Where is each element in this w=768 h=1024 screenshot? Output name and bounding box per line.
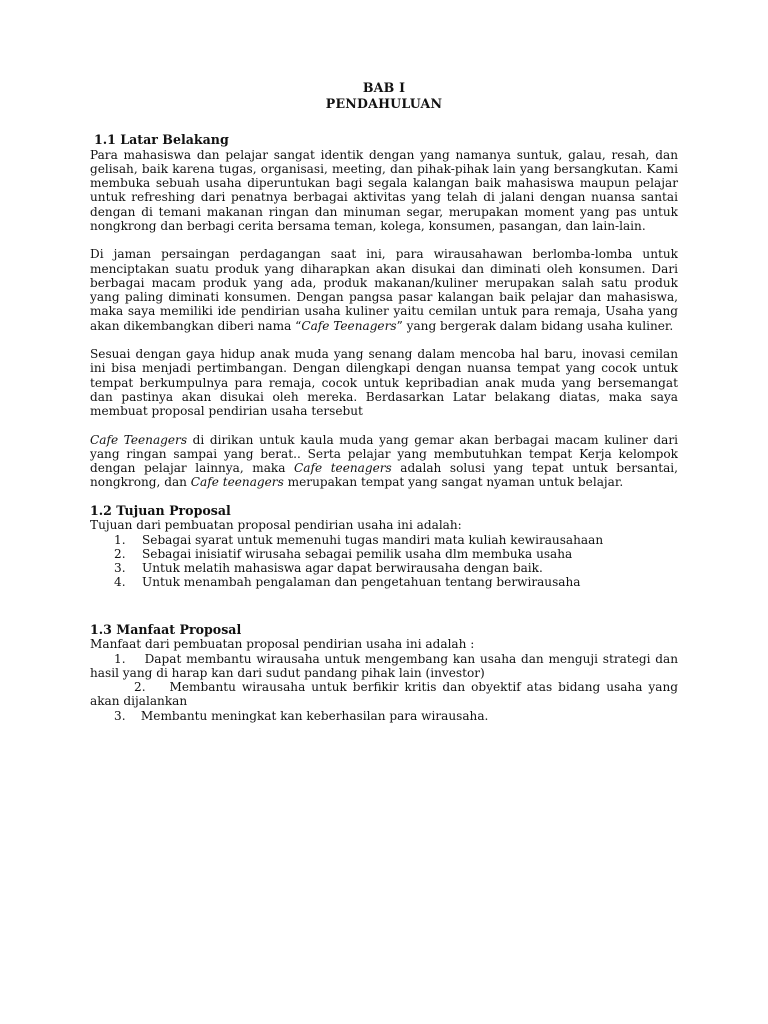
paragraph-2-cafe-name: Cafe Teenagers — [301, 318, 397, 333]
manfaat-item-1: 1. Dapat membantu wirausaha untuk mengembang kan usaha dan menguji strategi dan hasil yang di harap kan dari sudut pandang pihak lain (investor) — [90, 651, 682, 680]
document-content — [90, 80, 682, 723]
list-item-number: 2. — [114, 546, 126, 561]
paragraph-4-text-b: adalah solusi yang tepat untuk bersantai, nongkrong, dan — [90, 461, 678, 490]
paragraph-1: Para mahasiswa dan pelajar sangat identik dengan yang namanya suntuk, galau, resah, dan gelisah, baik karena tugas, organisasi, meeting, dan pihak-pihak lain yang bersangkutan. Kami membuka sebuah usaha diperuntukan bagi segala kalangan baik mahasiswa maupun pelajar untuk refreshing dari penatnya berbagai aktivitas yang telah di jalani dengan nuansa santai dengan di temani makanan ringan dan minuman segar, merupakan moment yang pas untuk nongkrong dan berbagi cerita bersama teman, kolega, konsumen, pasangan, dan lain-lain. — [90, 147, 678, 233]
list-item — [90, 547, 678, 561]
list-item-text: Untuk menambah pengalaman dan pengetahuan tentang berwirausaha — [142, 575, 581, 590]
paragraph-4 — [90, 433, 678, 490]
section-heading-tujuan: 1.2 Tujuan Proposal — [90, 502, 231, 518]
section-heading-latar-belakang: 1.1 Latar Belakang — [94, 132, 229, 147]
list-item-number: 3. — [114, 561, 126, 576]
paragraph-4-cafe-name-1: Cafe Teenagers — [90, 432, 188, 447]
chapter-title: PENDAHULUAN — [325, 95, 443, 111]
manfaat-item-2: 2. Membantu wirausaha untuk berfikir kritis dan obyektif atas bidang usaha yang akan dijalankan — [90, 680, 682, 709]
tujuan-intro: Tujuan dari pembuatan proposal pendirian usaha ini adalah: — [90, 518, 462, 533]
list-item-number: 1. — [114, 532, 126, 547]
list-item-number: 4. — [114, 575, 126, 590]
manfaat-item-3: 3. Membantu meningkat kan keberhasilan para wirausaha. — [114, 708, 489, 723]
paragraph-2-text-b: ” yang bergerak dalam bidang usaha kuliner. — [396, 318, 674, 333]
paragraph-2 — [90, 247, 678, 333]
chapter-header — [90, 80, 678, 111]
list-item — [90, 575, 678, 589]
paragraph-4-text-a: di dirikan untuk kaula muda yang gemar akan berbagai macam kuliner dari yang ringan sampai yang berat.. Serta pelajar yang membutuhkan tempat Kerja kelompok dengan pelajar lainnya, maka — [90, 432, 678, 476]
list-item-text: Sebagai syarat untuk memenuhi tugas mandiri mata kuliah kewirausahaan — [142, 532, 604, 547]
paragraph-4-cafe-name-3: Cafe teenagers — [190, 475, 284, 490]
manfaat-intro: Manfaat dari pembuatan proposal pendirian usaha ini adalah : — [90, 637, 475, 652]
list-item — [90, 561, 678, 575]
list-item-text: Sebagai inisiatif wirusaha sebagai pemilik usaha dlm membuka usaha — [142, 546, 573, 561]
section-heading-manfaat: 1.3 Manfaat Proposal — [90, 621, 242, 637]
chapter-number: BAB I — [362, 80, 406, 95]
paragraph-4-cafe-name-2: Cafe teenagers — [294, 461, 392, 476]
list-item-text: Untuk melatih mahasiswa agar dapat berwirausaha dengan baik. — [142, 561, 543, 576]
paragraph-4-text-c: merupakan tempat yang sangat nyaman untuk belajar. — [283, 475, 624, 490]
paragraph-3: Sesuai dengan gaya hidup anak muda yang senang dalam mencoba hal baru, inovasi cemilan ini bisa menjadi pertimbangan. Dengan dilengkapi dengan nuansa tempat yang cocok untuk tempat berkumpulnya para remaja, cocok untuk kepribadian anak muda yang bersemangat dan pastinya akan disukai oleh mereka. Berdasarkan Latar belakang diatas, maka saya membuat proposal pendirian usaha tersebut — [90, 347, 678, 419]
paragraph-2-text-a: Di jaman persaingan perdagangan saat ini, para wirausahawan berlomba-lomba untuk menciptakan suatu produk yang diharapkan akan disukai dan diminati oleh konsumen. Dari berbagai macam produk yang ada, produk makanan/kuliner merupakan salah satu produk yang paling diminati konsumen. Dengan pangsa pasar kalangan baik pelajar dan mahasiswa, maka saya memiliki ide pendirian usaha kuliner yaitu cemilan untuk para remaja, Usaha yang akan dikembangkan diberi nama “ — [90, 247, 678, 333]
list-item — [90, 533, 678, 547]
tujuan-list — [90, 533, 678, 590]
